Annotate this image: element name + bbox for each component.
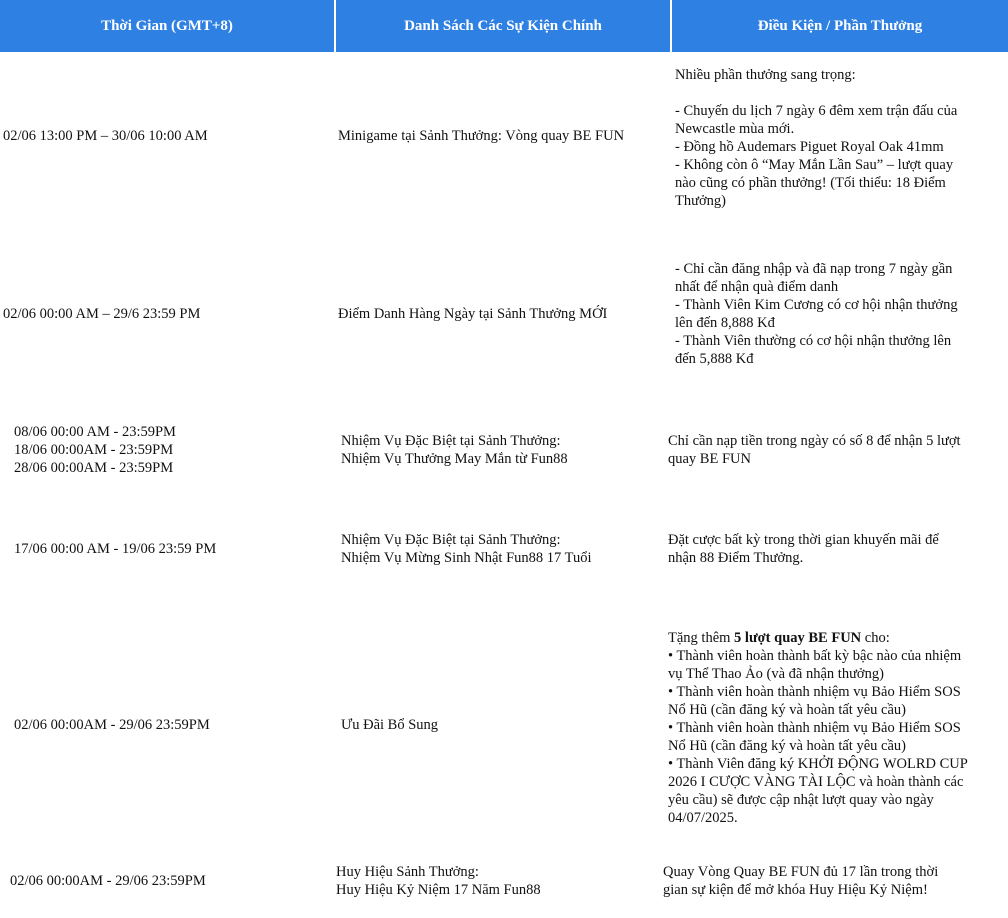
- row-3-reward: Chỉ cần nạp tiền trong ngày có số 8 để nhận 5 lượt quay BE FUN: [668, 433, 961, 467]
- row-4-reward: Đặt cược bất kỳ trong thời gian khuyến mãi để nhận 88 Điểm Thưởng.: [668, 532, 939, 566]
- row-1-time: 02/06 13:00 PM – 30/06 10:00 AM: [3, 128, 208, 144]
- row-6-reward: Quay Vòng Quay BE FUN đủ 17 lần trong thời gian sự kiện để mở khóa Huy Hiệu Kỷ Niệm!: [663, 864, 939, 898]
- row-5-time: 02/06 00:00AM - 29/06 23:59PM: [14, 717, 210, 733]
- row-6-time: 02/06 00:00AM - 29/06 23:59PM: [10, 873, 206, 889]
- row-2-time: 02/06 00:00 AM – 29/6 23:59 PM: [3, 306, 201, 322]
- row-3-event: Nhiệm Vụ Đặc Biệt tại Sảnh Thưởng: Nhiệm Vụ Thưởng May Mắn từ Fun88: [341, 433, 568, 467]
- row-1-reward: Nhiều phần thưởng sang trọng: - Chuyến du lịch 7 ngày 6 đêm xem trận đấu của Newcastle mùa mới. - Đồng hồ Audemars Piguet Royal Oak 41mm - Không còn ô “May Mắn Lần Sau” – lượt quay nào cũng có phần thưởng! (Tối thiểu: 18 Điểm Thưởng): [675, 67, 958, 209]
- header-time: Thời Gian (GMT+8): [0, 0, 334, 52]
- row-3-time: 08/06 00:00 AM - 23:59PM 18/06 00:00AM - 23:59PM 28/06 00:00AM - 23:59PM: [14, 424, 176, 476]
- row-4-time: 17/06 00:00 AM - 19/06 23:59 PM: [14, 541, 217, 557]
- header-events: Danh Sách Các Sự Kiện Chính: [336, 0, 670, 52]
- row-2-event: Điểm Danh Hàng Ngày tại Sảnh Thưởng MỚI: [338, 306, 608, 322]
- row-5-event: Ưu Đãi Bổ Sung: [341, 717, 439, 733]
- row-4-event: Nhiệm Vụ Đặc Biệt tại Sảnh Thưởng: Nhiệm Vụ Mừng Sinh Nhật Fun88 17 Tuổi: [341, 532, 592, 566]
- row-2-reward: - Chỉ cần đăng nhập và đã nạp trong 7 ngày gần nhất để nhận quà điểm danh - Thành Viên Kim Cương có cơ hội nhận thưởng lên đến 8,888 Kđ - Thành Viên thường có cơ hội nhận thưởng lên đến 5,888 Kđ: [675, 261, 958, 367]
- row-5-reward: Tặng thêm 5 lượt quay BE FUN cho: • Thành viên hoàn thành bất kỳ bậc nào của nhiệm vụ Thể Thao Ảo (và đã nhận thưởng) • Thành viên hoàn thành nhiệm vụ Bảo Hiểm SOS Nổ Hũ (cần đăng ký và hoàn tất yêu cầu) • Thành viên hoàn thành nhiệm vụ Bảo Hiểm SOS Nổ Hũ (cần đăng ký và hoàn tất yêu cầu) • Thành Viên đăng ký KHỞI ĐỘNG WOLRD CUP 2026 I CƯỢC VÀNG TÀI LỘC và hoàn thành các yêu cầu) sẽ được cập nhật lượt quay vào ngày 04/07/2025.: [668, 630, 968, 826]
- header-conditions: Điều Kiện / Phần Thưởng: [672, 0, 1008, 52]
- row-1-event: Minigame tại Sảnh Thưởng: Vòng quay BE FUN: [338, 128, 625, 144]
- row-6-event: Huy Hiệu Sảnh Thưởng: Huy Hiệu Kỷ Niệm 17 Năm Fun88: [336, 864, 541, 898]
